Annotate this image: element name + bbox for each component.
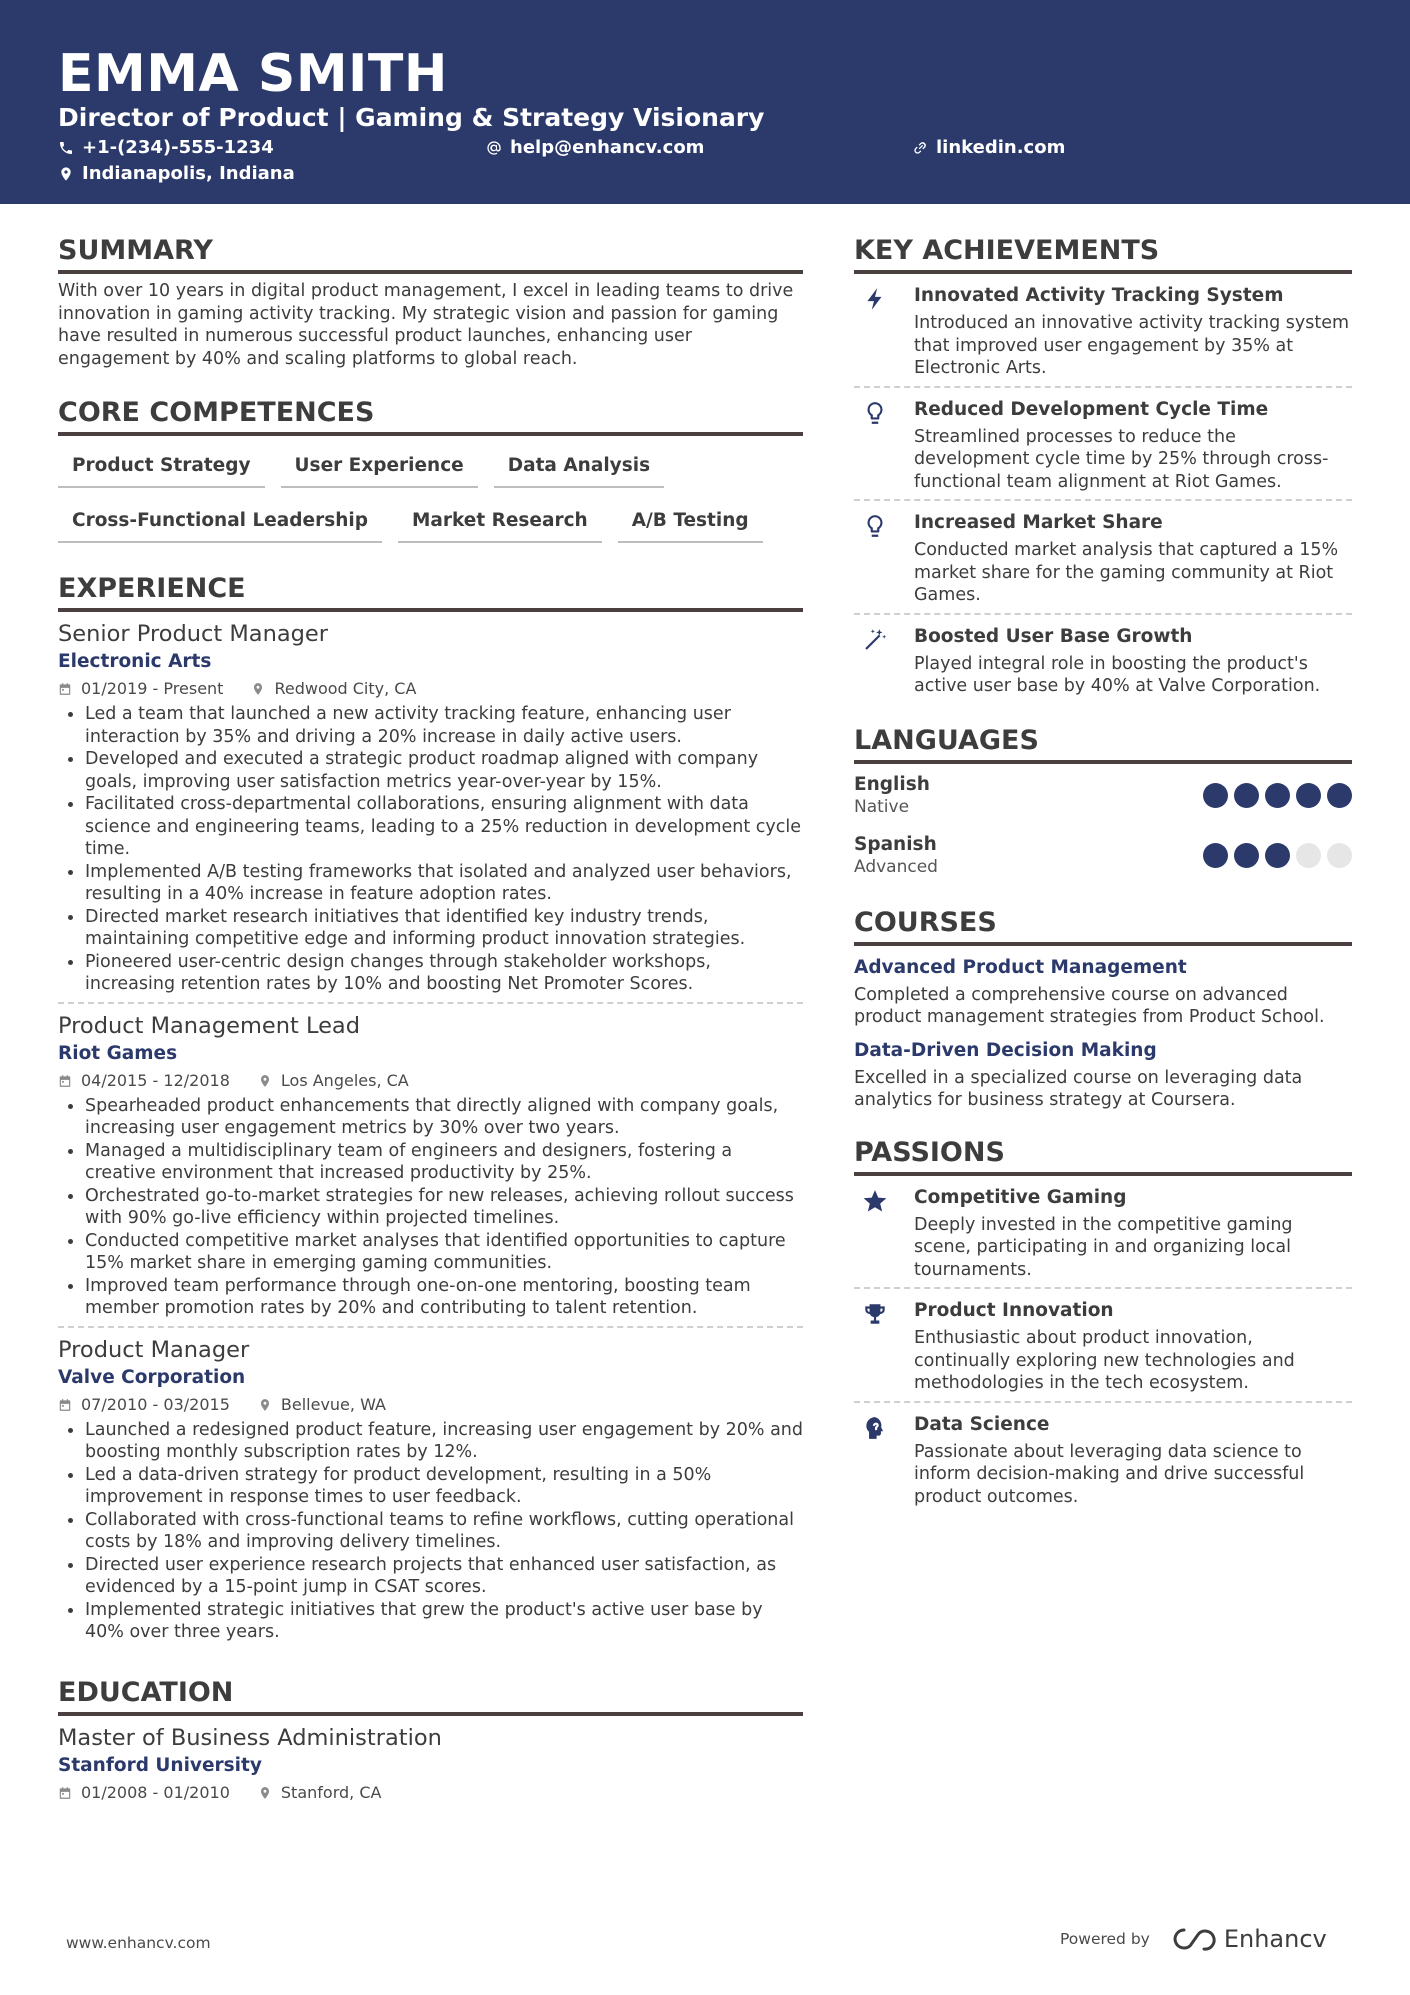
bullet-item: Orchestrated go-to-market strategies for new releases, achieving rollout success with 90% go-live efficiency within projected timelines. — [58, 1185, 803, 1230]
skill-tag: Cross-Functional Leadership — [58, 505, 382, 543]
rating-dot — [1265, 783, 1290, 808]
location-pin-icon — [251, 682, 265, 696]
bolt-icon — [862, 286, 888, 312]
achievement-desc: Streamlined processes to reduce the development cycle time by 25% through cross-functional team alignment at Riot Games. — [914, 426, 1329, 492]
lightbulb-icon — [862, 400, 888, 426]
contact-email[interactable] — [486, 137, 704, 159]
summary-section — [58, 234, 803, 370]
lightbulb-icon — [862, 513, 888, 539]
education-entry — [58, 1716, 803, 1810]
contact-phone[interactable] — [58, 137, 274, 159]
language-level: Advanced — [854, 856, 938, 877]
language-rating — [1203, 783, 1352, 808]
education-section — [58, 1676, 803, 1810]
star-icon — [862, 1188, 888, 1214]
skill-tag: Product Strategy — [58, 450, 265, 488]
bullet-item: Collaborated with cross-functional teams to refine workflows, cutting operational costs by 18% and improving delivery timelines. — [58, 1509, 803, 1554]
achievements-section — [854, 234, 1352, 704]
bullet-item: Spearheaded product enhancements that directly aligned with company goals, increasing user engagement metrics by 30% over two years. — [58, 1095, 803, 1140]
passion-item — [854, 1289, 1352, 1403]
bullet-item: Directed user experience research projects that enhanced user satisfaction, as evidenced by a 15-point jump in CSAT scores. — [58, 1554, 803, 1599]
job-location-text: Redwood City, CA — [274, 679, 417, 698]
job-dates: 01/2019 - Present — [81, 679, 224, 698]
enhancv-brand-text: Enhancv — [1223, 1925, 1327, 1953]
courses-section — [854, 906, 1352, 1112]
bullet-item: Led a team that launched a new activity tracking feature, enhancing user interaction by 35% and driving a 20% increase in daily active users. — [58, 703, 803, 748]
experience-section — [58, 572, 803, 1650]
rating-dot — [1203, 843, 1228, 868]
course-item — [854, 946, 1352, 1029]
summary-heading: SUMMARY — [58, 234, 803, 274]
achievement-desc: Conducted market analysis that captured a 15% market share for the gaming community at Riot Games. — [914, 540, 1339, 605]
passion-desc: Enthusiastic about product innovation, continually exploring new technologies and methodologies in the tech ecosystem. — [914, 1328, 1295, 1393]
language-name: Spanish — [854, 833, 937, 855]
passion-item — [854, 1176, 1352, 1290]
passion-desc: Passionate about leveraging data science to inform decision-making and drive successful product outcomes. — [914, 1441, 1305, 1507]
company-name: Valve Corporation — [58, 1366, 246, 1388]
job-entry — [58, 1328, 803, 1650]
phone-text: +1-(234)-555-1234 — [82, 137, 274, 158]
job-bullets — [58, 703, 803, 996]
job-title: Senior Product Manager — [58, 621, 329, 647]
right-column — [854, 234, 1352, 1540]
footer-branding — [1060, 1925, 1327, 1953]
achievement-item — [854, 274, 1352, 388]
achievement-title: Increased Market Share — [914, 512, 1163, 533]
course-item — [854, 1029, 1352, 1112]
job-bullets — [58, 1419, 803, 1644]
job-location — [258, 1070, 409, 1092]
rating-dot — [1203, 783, 1228, 808]
link-icon — [912, 140, 928, 156]
achievement-title: Reduced Development Cycle Time — [914, 398, 1269, 420]
bullet-item: Facilitated cross-departmental collaborations, ensuring alignment with data science and engineering teams, leading to a 25% reduction in development cycle time. — [58, 793, 803, 861]
languages-heading: LANGUAGES — [854, 724, 1352, 764]
candidate-name: EMMA SMITH — [58, 44, 448, 104]
experience-heading: EXPERIENCE — [58, 572, 803, 612]
company-name: Riot Games — [58, 1042, 178, 1064]
skill-tag: Data Analysis — [494, 450, 664, 488]
rating-dot — [1234, 843, 1259, 868]
calendar-icon — [58, 682, 72, 696]
job-title: Product Manager — [58, 1336, 250, 1363]
bullet-item: Directed market research initiatives that identified key industry trends, maintaining competitive edge and informing product innovation strategies. — [58, 906, 803, 951]
location-pin-icon — [58, 166, 74, 182]
job-dates: 07/2010 - 03/2015 — [81, 1394, 230, 1414]
job-meta — [58, 678, 803, 700]
left-column — [58, 234, 803, 1836]
linkedin-text: linkedin.com — [936, 137, 1066, 158]
language-item — [854, 824, 1352, 884]
bullet-item: Developed and executed a strategic product roadmap aligned with company goals, improving user satisfaction metrics year-over-year by 15%. — [58, 748, 803, 793]
course-desc: Excelled in a specialized course on leveraging data analytics for business strategy at Coursera. — [854, 1067, 1303, 1110]
job-location-text: Bellevue, WA — [280, 1394, 386, 1414]
calendar-icon — [58, 1074, 72, 1088]
competences-heading: CORE COMPETENCES — [58, 396, 803, 436]
passions-section — [854, 1136, 1352, 1515]
enhancv-logo[interactable] — [1170, 1925, 1327, 1953]
language-rating — [1203, 843, 1352, 868]
calendar-icon — [58, 1398, 72, 1412]
passion-title: Competitive Gaming — [914, 1186, 1127, 1208]
education-location — [258, 1782, 382, 1804]
job-location — [258, 1394, 386, 1416]
passion-desc: Deeply invested in the competitive gaming scene, participating in and organizing local tournaments. — [914, 1214, 1293, 1280]
footer-website[interactable]: www.enhancv.com — [66, 1934, 211, 1952]
enhancv-logo-icon — [1170, 1926, 1218, 1952]
degree-title: Master of Business Administration — [58, 1724, 442, 1751]
passions-heading: PASSIONS — [854, 1136, 1352, 1176]
skill-tag: A/B Testing — [618, 505, 763, 543]
contact-linkedin[interactable] — [912, 137, 1065, 159]
contact-location — [58, 163, 295, 185]
job-meta — [58, 1070, 803, 1092]
passion-item — [854, 1403, 1352, 1515]
course-desc: Completed a comprehensive course on advanced product management strategies from Product School. — [854, 984, 1325, 1027]
resume-header — [0, 0, 1410, 204]
rating-dot — [1234, 783, 1259, 808]
courses-heading: COURSES — [854, 906, 1352, 946]
course-title: Data-Driven Decision Making — [854, 1039, 1157, 1061]
achievement-desc: Introduced an innovative activity tracking system that improved user engagement by 35% at Electronic Arts. — [914, 313, 1350, 378]
job-entry — [58, 1004, 803, 1328]
rating-dot — [1327, 783, 1352, 808]
achievement-desc: Played integral role in boosting the product's active user base by 40% at Valve Corporation. — [914, 653, 1321, 696]
email-text: help@enhancv.com — [510, 137, 705, 158]
bullet-item: Pioneered user-centric design changes through stakeholder workshops, increasing retention rates by 10% and boosting Net Promoter Scores. — [58, 951, 803, 996]
location-pin-icon — [258, 1074, 272, 1088]
powered-by-text: Powered by — [1060, 1930, 1150, 1948]
bullet-item: Implemented strategic initiatives that grew the product's active user base by 40% over three years. — [58, 1599, 803, 1644]
language-name: English — [854, 773, 930, 795]
company-name: Electronic Arts — [58, 651, 212, 672]
rating-dot — [1296, 843, 1321, 868]
job-location-text: Los Angeles, CA — [280, 1070, 409, 1090]
achievement-item — [854, 388, 1352, 502]
bullet-item: Improved team performance through one-on-one mentoring, boosting team member promotion rates by 20% and contributing to talent retention. — [58, 1275, 803, 1320]
course-title: Advanced Product Management — [854, 956, 1187, 978]
magic-wand-icon — [862, 627, 888, 653]
achievement-title: Innovated Activity Tracking System — [914, 285, 1284, 306]
education-heading: EDUCATION — [58, 1676, 803, 1716]
skill-tag: User Experience — [281, 450, 478, 488]
achievement-item — [854, 501, 1352, 615]
location-text: Indianapolis, Indiana — [82, 163, 295, 184]
school-name: Stanford University — [58, 1754, 262, 1776]
location-pin-icon — [258, 1786, 272, 1800]
job-meta — [58, 1394, 803, 1416]
job-dates: 04/2015 - 12/2018 — [81, 1070, 230, 1090]
bullet-item: Implemented A/B testing frameworks that isolated and analyzed user behaviors, resulting in a 40% increase in feature adoption rates. — [58, 861, 803, 906]
language-level: Native — [854, 796, 910, 817]
languages-section — [854, 724, 1352, 884]
bullet-item: Conducted competitive market analyses that identified opportunities to capture 15% market share in emerging gaming communities. — [58, 1230, 803, 1275]
achievement-item — [854, 615, 1352, 704]
passion-title: Product Innovation — [914, 1300, 1114, 1321]
job-bullets — [58, 1095, 803, 1320]
achievement-title: Boosted User Base Growth — [914, 625, 1193, 647]
competences-section — [58, 396, 803, 560]
summary-text: With over 10 years in digital product management, I excel in leading teams to drive innovation in gaming activity tracking. My strategic vision and passion for gaming have resulted in numerous successful product launches, enhancing user engagement by 40% and scaling platforms to global reach. — [58, 281, 794, 369]
language-item — [854, 764, 1352, 824]
job-entry — [58, 612, 803, 1004]
education-location-text: Stanford, CA — [280, 1782, 382, 1802]
skill-tag: Market Research — [398, 505, 602, 543]
passion-title: Data Science — [914, 1413, 1050, 1435]
rating-dot — [1296, 783, 1321, 808]
achievements-heading: KEY ACHIEVEMENTS — [854, 234, 1352, 274]
job-title: Product Management Lead — [58, 1012, 361, 1039]
rating-dot — [1265, 843, 1290, 868]
bullet-item: Managed a multidisciplinary team of engineers and designers, fostering a creative environment that increased productivity by 25%. — [58, 1140, 803, 1185]
phone-icon — [58, 140, 74, 156]
bullet-item: Launched a redesigned product feature, increasing user engagement by 20% and boosting monthly subscription rates by 12%. — [58, 1419, 803, 1464]
calendar-icon — [58, 1786, 72, 1800]
skills-list — [58, 450, 803, 560]
education-dates: 01/2008 - 01/2010 — [81, 1782, 230, 1802]
candidate-title: Director of Product | Gaming & Strategy Visionary — [58, 103, 765, 132]
rating-dot — [1327, 843, 1352, 868]
education-meta — [58, 1782, 803, 1804]
location-pin-icon — [258, 1398, 272, 1412]
brain-icon — [862, 1415, 888, 1441]
job-location — [251, 678, 416, 700]
at-icon — [486, 140, 502, 156]
trophy-icon — [862, 1301, 888, 1327]
bullet-item: Led a data-driven strategy for product development, resulting in a 50% improvement in response times to user feedback. — [58, 1464, 803, 1509]
